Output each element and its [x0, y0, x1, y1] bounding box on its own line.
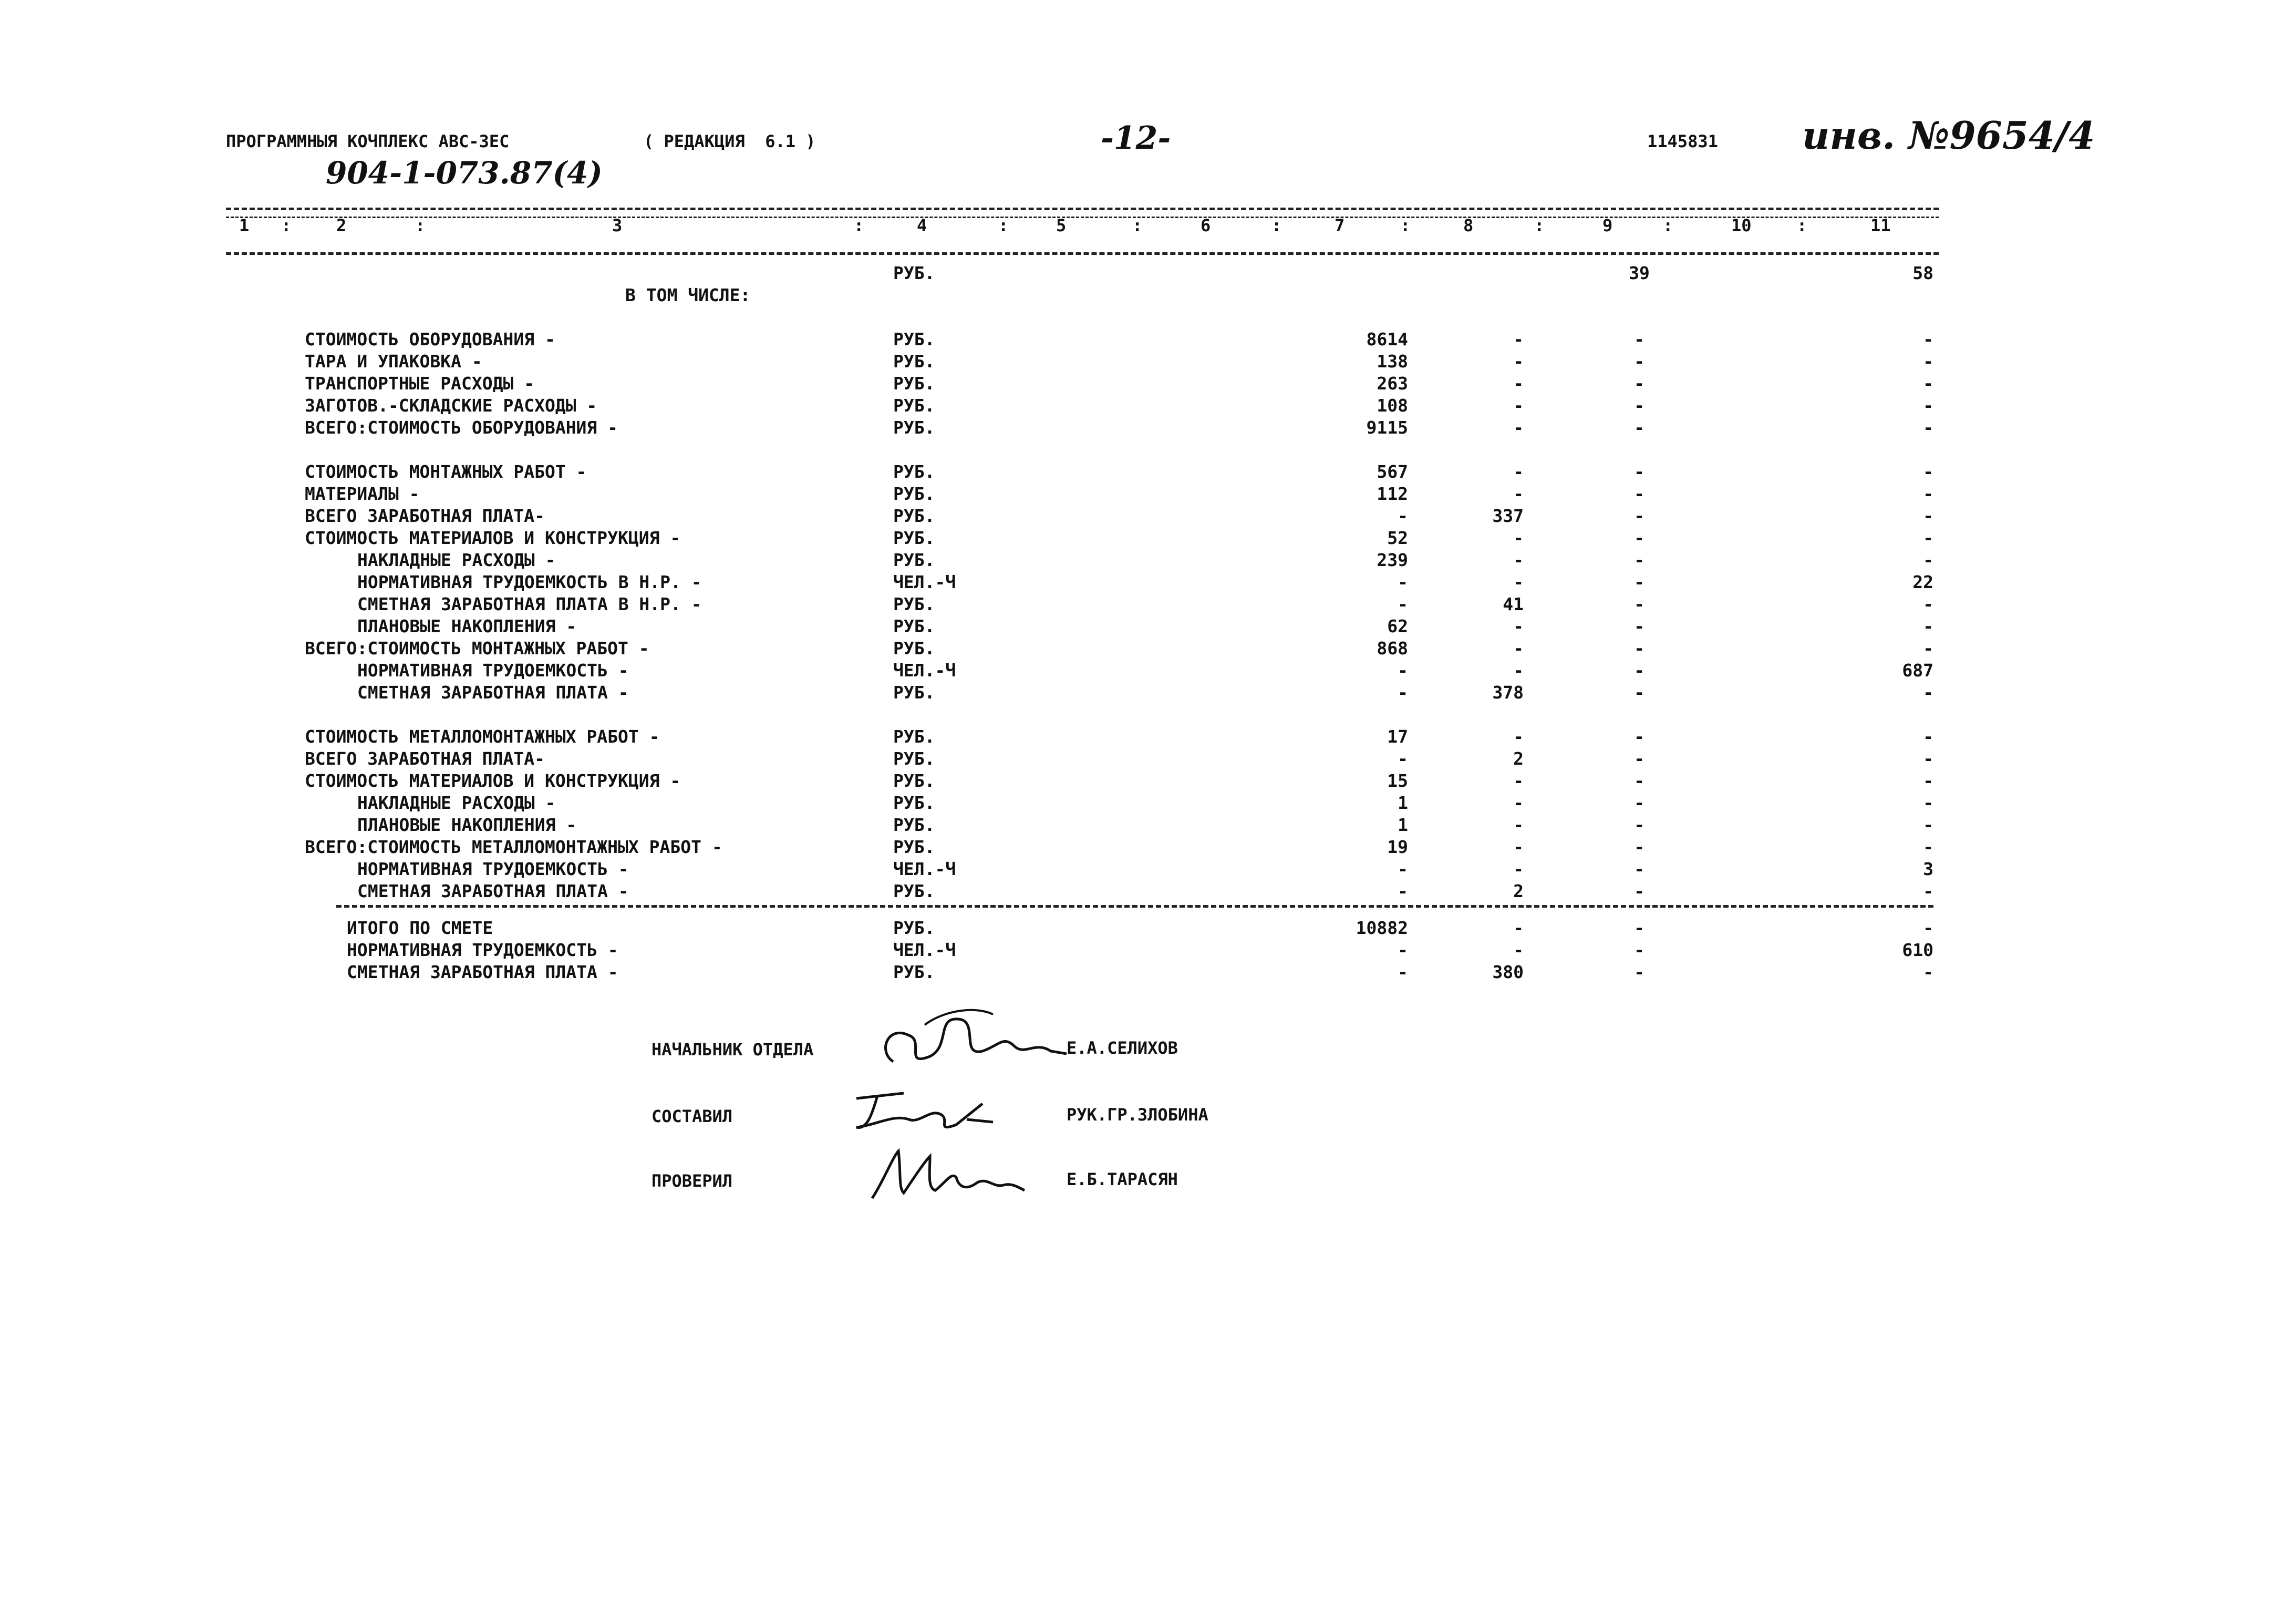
cell-col7: 239 — [1377, 550, 1408, 570]
column-number: 7 — [1335, 215, 1345, 235]
checked-signature — [862, 1140, 1030, 1209]
table-row — [0, 815, 2296, 837]
cell-col8: - — [1513, 329, 1524, 349]
column-separator: : — [854, 215, 864, 235]
column-separator: : — [998, 215, 1009, 235]
row-unit: РУБ. — [893, 616, 935, 636]
cell-col7: - — [1398, 594, 1408, 614]
cell-col11: - — [1923, 484, 1933, 504]
cell-col8: - — [1513, 572, 1524, 592]
page-number: -12- — [1101, 120, 1171, 157]
cell-col11: - — [1923, 417, 1933, 438]
row-label: СТОИМОСТЬ МАТЕРИАЛОВ И КОНСТРУКЦИЯ - — [305, 528, 681, 548]
column-number: 2 — [336, 215, 347, 235]
column-number: 10 — [1731, 215, 1752, 235]
cell-col8: - — [1513, 395, 1524, 416]
cell-col8: 378 — [1492, 682, 1524, 703]
row-label: НАКЛАДНЫЕ РАСХОДЫ - — [357, 793, 556, 813]
cell-col7: - — [1398, 572, 1408, 592]
cell-col9: - — [1634, 484, 1645, 504]
row-label: СМЕТНАЯ ЗАРАБОТНАЯ ПЛАТА - — [357, 682, 629, 703]
cell-col7: 52 — [1387, 528, 1408, 548]
table-row — [0, 550, 2296, 572]
row-label: НОРМАТИВНАЯ ТРУДОЕМКОСТЬ В Н.Р. - — [357, 572, 702, 592]
cell-col7: 10882 — [1356, 918, 1408, 938]
cell-col11: - — [1923, 770, 1933, 791]
row-label: НАКЛАДНЫЕ РАСХОДЫ - — [357, 550, 556, 570]
row-unit: ЧЕЛ.-Ч — [893, 940, 956, 960]
column-separator: : — [415, 215, 426, 235]
checked-role: ПРОВЕРИЛ — [651, 1171, 733, 1191]
row-unit: РУБ. — [893, 793, 935, 813]
cell-col8: - — [1513, 484, 1524, 504]
cell-col7: - — [1398, 506, 1408, 526]
row-unit: РУБ. — [893, 815, 935, 835]
cell-col7: 263 — [1377, 373, 1408, 394]
cell-col8: 2 — [1513, 881, 1524, 901]
table-row — [0, 616, 2296, 638]
cell-col7: 138 — [1377, 351, 1408, 372]
top-rule — [226, 208, 1939, 210]
cell-col11: - — [1923, 594, 1933, 614]
table-row — [0, 726, 2296, 748]
row-label: ИТОГО ПО СМЕТЕ — [347, 918, 493, 938]
totals-divider — [336, 905, 1933, 908]
cell-col11: - — [1923, 373, 1933, 394]
table-row — [0, 940, 2296, 962]
cell-col7: 62 — [1387, 616, 1408, 636]
project-code: 904-1-073.87(4) — [326, 155, 603, 191]
table-row — [0, 373, 2296, 395]
head-signature — [872, 1004, 1072, 1083]
cell-col11: - — [1923, 550, 1933, 570]
table-row — [0, 918, 2296, 940]
cell-col7: - — [1398, 940, 1408, 960]
cell-col11: 3 — [1923, 859, 1933, 879]
table-row — [0, 594, 2296, 616]
table-row — [0, 881, 2296, 903]
cell-col8: 337 — [1492, 506, 1524, 526]
cell-col9: - — [1634, 881, 1645, 901]
cell-col9: - — [1634, 748, 1645, 769]
row-label: ВСЕГО:СТОИМОСТЬ МОНТАЖНЫХ РАБОТ - — [305, 638, 649, 659]
cell-col8: - — [1513, 373, 1524, 394]
table-row — [0, 285, 2296, 307]
column-number: 9 — [1602, 215, 1613, 235]
cell-col9: - — [1634, 940, 1645, 960]
cell-col11: - — [1923, 881, 1933, 901]
cell-col11: - — [1923, 461, 1933, 482]
column-separator: : — [1663, 215, 1673, 235]
table-row — [0, 417, 2296, 439]
row-label: СМЕТНАЯ ЗАРАБОТНАЯ ПЛАТА - — [347, 962, 618, 982]
head-name: Е.А.СЕЛИХОВ — [1067, 1038, 1178, 1058]
table-row — [0, 770, 2296, 793]
cell-col11: - — [1923, 837, 1933, 857]
row-unit: РУБ. — [893, 748, 935, 769]
row-label: В ТОМ ЧИСЛЕ: — [625, 285, 751, 305]
row-unit: РУБ. — [893, 461, 935, 482]
row-unit: РУБ. — [893, 351, 935, 372]
cell-col7: - — [1398, 962, 1408, 982]
inventory-number: инв. №9654/4 — [1802, 113, 2095, 158]
column-separator: : — [1534, 215, 1545, 235]
row-unit: РУБ. — [893, 837, 935, 857]
column-number: 3 — [612, 215, 623, 235]
program-name: ПРОГРАММНЫЯ КОЧПЛЕКС АВС-ЗЕС — [226, 131, 510, 151]
cell-col11: 687 — [1902, 660, 1933, 681]
column-number: 8 — [1463, 215, 1474, 235]
cell-col9: - — [1634, 962, 1645, 982]
cell-col9: - — [1634, 572, 1645, 592]
table-row — [0, 962, 2296, 984]
column-number: 11 — [1870, 215, 1891, 235]
row-unit: РУБ. — [893, 417, 935, 438]
compiled-role: СОСТАВИЛ — [651, 1106, 733, 1126]
cell-col8: - — [1513, 726, 1524, 747]
row-unit: РУБ. — [893, 682, 935, 703]
row-label: НОРМАТИВНАЯ ТРУДОЕМКОСТЬ - — [357, 859, 629, 879]
table-row — [0, 461, 2296, 484]
row-unit: РУБ. — [893, 726, 935, 747]
compiled-name: РУК.ГР.ЗЛОБИНА — [1067, 1105, 1208, 1125]
cell-col7: 8614 — [1366, 329, 1408, 349]
cell-col8: - — [1513, 918, 1524, 938]
cell-col9: - — [1634, 528, 1645, 548]
table-row — [0, 506, 2296, 528]
table-row — [0, 528, 2296, 550]
table-row — [0, 572, 2296, 594]
cell-col9: - — [1634, 660, 1645, 681]
cell-col11: - — [1923, 918, 1933, 938]
cell-col7: 1 — [1398, 793, 1408, 813]
cell-col8: - — [1513, 351, 1524, 372]
row-label: СМЕТНАЯ ЗАРАБОТНАЯ ПЛАТА - — [357, 881, 629, 901]
row-label: НОРМАТИВНАЯ ТРУДОЕМКОСТЬ - — [357, 660, 629, 681]
row-label: ТАРА И УПАКОВКА - — [305, 351, 482, 372]
row-label: СМЕТНАЯ ЗАРАБОТНАЯ ПЛАТА В Н.Р. - — [357, 594, 702, 614]
row-label: ВСЕГО ЗАРАБОТНАЯ ПЛАТА- — [305, 506, 545, 526]
column-number: 1 — [239, 215, 250, 235]
row-label: СТОИМОСТЬ МОНТАЖНЫХ РАБОТ - — [305, 461, 587, 482]
row-unit: РУБ. — [893, 484, 935, 504]
cell-col9: - — [1634, 726, 1645, 747]
row-unit: РУБ. — [893, 638, 935, 659]
column-separator: : — [1132, 215, 1143, 235]
cell-col9: - — [1634, 550, 1645, 570]
cell-col7: - — [1398, 748, 1408, 769]
row-label: ВСЕГО:СТОИМОСТЬ МЕТАЛЛОМОНТАЖНЫХ РАБОТ - — [305, 837, 722, 857]
cell-col11: 22 — [1912, 572, 1933, 592]
table-row — [0, 638, 2296, 660]
cell-col7: 15 — [1387, 770, 1408, 791]
row-unit: РУБ. — [893, 506, 935, 526]
cell-col7: - — [1398, 682, 1408, 703]
cell-col9: - — [1634, 351, 1645, 372]
cell-col8: - — [1513, 770, 1524, 791]
cell-col9: - — [1634, 594, 1645, 614]
table-row — [0, 682, 2296, 704]
table-row — [0, 837, 2296, 859]
cell-col11: - — [1923, 395, 1933, 416]
compiled-signature — [846, 1083, 1004, 1140]
cell-col8: - — [1513, 638, 1524, 659]
cell-col11: - — [1923, 638, 1933, 659]
row-unit: РУБ. — [893, 918, 935, 938]
cell-col9: - — [1634, 815, 1645, 835]
cell-col9: - — [1634, 329, 1645, 349]
cell-col8: - — [1513, 528, 1524, 548]
row-unit: ЧЕЛ.-Ч — [893, 859, 956, 879]
head-role: НАЧАЛЬНИК ОТДЕЛА — [651, 1040, 814, 1060]
cell-col11: - — [1923, 351, 1933, 372]
cell-col9: - — [1634, 770, 1645, 791]
top-rule-secondary — [226, 217, 1939, 218]
cell-col11: - — [1923, 329, 1933, 349]
row-label: СТОИМОСТЬ МАТЕРИАЛОВ И КОНСТРУКЦИЯ - — [305, 770, 681, 791]
cell-col11: - — [1923, 748, 1933, 769]
cell-col9: - — [1634, 859, 1645, 879]
row-unit: РУБ. — [893, 395, 935, 416]
cell-col11: - — [1923, 962, 1933, 982]
cell-col7: - — [1398, 881, 1408, 901]
cell-col9: - — [1634, 506, 1645, 526]
cell-col11: - — [1923, 815, 1933, 835]
cell-col9: 39 — [1629, 263, 1650, 283]
cell-col8: - — [1513, 660, 1524, 681]
cell-col11: - — [1923, 726, 1933, 747]
document-code: 1145831 — [1647, 131, 1718, 151]
cell-col8: 2 — [1513, 748, 1524, 769]
row-label: МАТЕРИАЛЫ - — [305, 484, 420, 504]
cell-col7: 1 — [1398, 815, 1408, 835]
column-separator: : — [1400, 215, 1411, 235]
column-number: 4 — [917, 215, 927, 235]
cell-col9: - — [1634, 638, 1645, 659]
cell-col11: - — [1923, 682, 1933, 703]
cell-col8: - — [1513, 550, 1524, 570]
table-row — [0, 660, 2296, 682]
cell-col9: - — [1634, 373, 1645, 394]
header-bottom-rule — [226, 252, 1939, 255]
row-label: НОРМАТИВНАЯ ТРУДОЕМКОСТЬ - — [347, 940, 618, 960]
cell-col8: - — [1513, 616, 1524, 636]
row-label: ПЛАНОВЫЕ НАКОПЛЕНИЯ - — [357, 616, 577, 636]
table-row — [0, 263, 2296, 285]
column-separator: : — [281, 215, 292, 235]
row-label: СТОИМОСТЬ ОБОРУДОВАНИЯ - — [305, 329, 555, 349]
row-unit: РУБ. — [893, 770, 935, 791]
column-separator: : — [1797, 215, 1807, 235]
cell-col9: - — [1634, 682, 1645, 703]
cell-col8: - — [1513, 417, 1524, 438]
row-unit: РУБ. — [893, 373, 935, 394]
cell-col11: - — [1923, 528, 1933, 548]
row-label: ЗАГОТОВ.-СКЛАДСКИЕ РАСХОДЫ - — [305, 395, 597, 416]
cell-col8: - — [1513, 461, 1524, 482]
cell-col7: 112 — [1377, 484, 1408, 504]
edition-label: ( РЕДАКЦИЯ 6.1 ) — [644, 131, 816, 151]
cell-col8: - — [1513, 859, 1524, 879]
column-number: 6 — [1201, 215, 1211, 235]
table-row — [0, 859, 2296, 881]
cell-col9: - — [1634, 417, 1645, 438]
row-unit: РУБ. — [893, 594, 935, 614]
cell-col8: - — [1513, 793, 1524, 813]
row-label: ВСЕГО:СТОИМОСТЬ ОБОРУДОВАНИЯ - — [305, 417, 618, 438]
row-label: ТРАНСПОРТНЫЕ РАСХОДЫ - — [305, 373, 535, 394]
cell-col9: - — [1634, 616, 1645, 636]
table-row — [0, 748, 2296, 770]
table-row — [0, 395, 2296, 417]
row-unit: РУБ. — [893, 329, 935, 349]
cell-col9: - — [1634, 461, 1645, 482]
row-unit: РУБ. — [893, 263, 935, 283]
cell-col9: - — [1634, 793, 1645, 813]
cell-col7: 19 — [1387, 837, 1408, 857]
cell-col11: - — [1923, 793, 1933, 813]
cell-col7: 108 — [1377, 395, 1408, 416]
row-unit: ЧЕЛ.-Ч — [893, 572, 956, 592]
row-unit: РУБ. — [893, 528, 935, 548]
cell-col7: 17 — [1387, 726, 1408, 747]
cell-col8: - — [1513, 837, 1524, 857]
row-unit: РУБ. — [893, 550, 935, 570]
cell-col9: - — [1634, 837, 1645, 857]
cell-col11: 610 — [1902, 940, 1933, 960]
table-row — [0, 329, 2296, 351]
row-label: ПЛАНОВЫЕ НАКОПЛЕНИЯ - — [357, 815, 577, 835]
cell-col7: 9115 — [1366, 417, 1408, 438]
cell-col8: 41 — [1503, 594, 1524, 614]
cell-col9: - — [1634, 395, 1645, 416]
column-separator: : — [1271, 215, 1282, 235]
cell-col7: 567 — [1377, 461, 1408, 482]
table-row — [0, 793, 2296, 815]
table-row — [0, 484, 2296, 506]
cell-col11: - — [1923, 616, 1933, 636]
cell-col8: - — [1513, 940, 1524, 960]
cell-col7: - — [1398, 660, 1408, 681]
checked-name: Е.Б.ТАРАСЯН — [1067, 1169, 1178, 1189]
row-unit: РУБ. — [893, 962, 935, 982]
row-label: СТОИМОСТЬ МЕТАЛЛОМОНТАЖНЫХ РАБОТ - — [305, 726, 660, 747]
row-unit: РУБ. — [893, 881, 935, 901]
cell-col7: 868 — [1377, 638, 1408, 659]
column-number: 5 — [1056, 215, 1067, 235]
table-row — [0, 351, 2296, 373]
cell-col8: - — [1513, 815, 1524, 835]
cell-col7: - — [1398, 859, 1408, 879]
cell-col9: - — [1634, 918, 1645, 938]
cell-col11: - — [1923, 506, 1933, 526]
row-unit: ЧЕЛ.-Ч — [893, 660, 956, 681]
cell-col11: 58 — [1912, 263, 1933, 283]
cell-col8: 380 — [1492, 962, 1524, 982]
row-label: ВСЕГО ЗАРАБОТНАЯ ПЛАТА- — [305, 748, 545, 769]
